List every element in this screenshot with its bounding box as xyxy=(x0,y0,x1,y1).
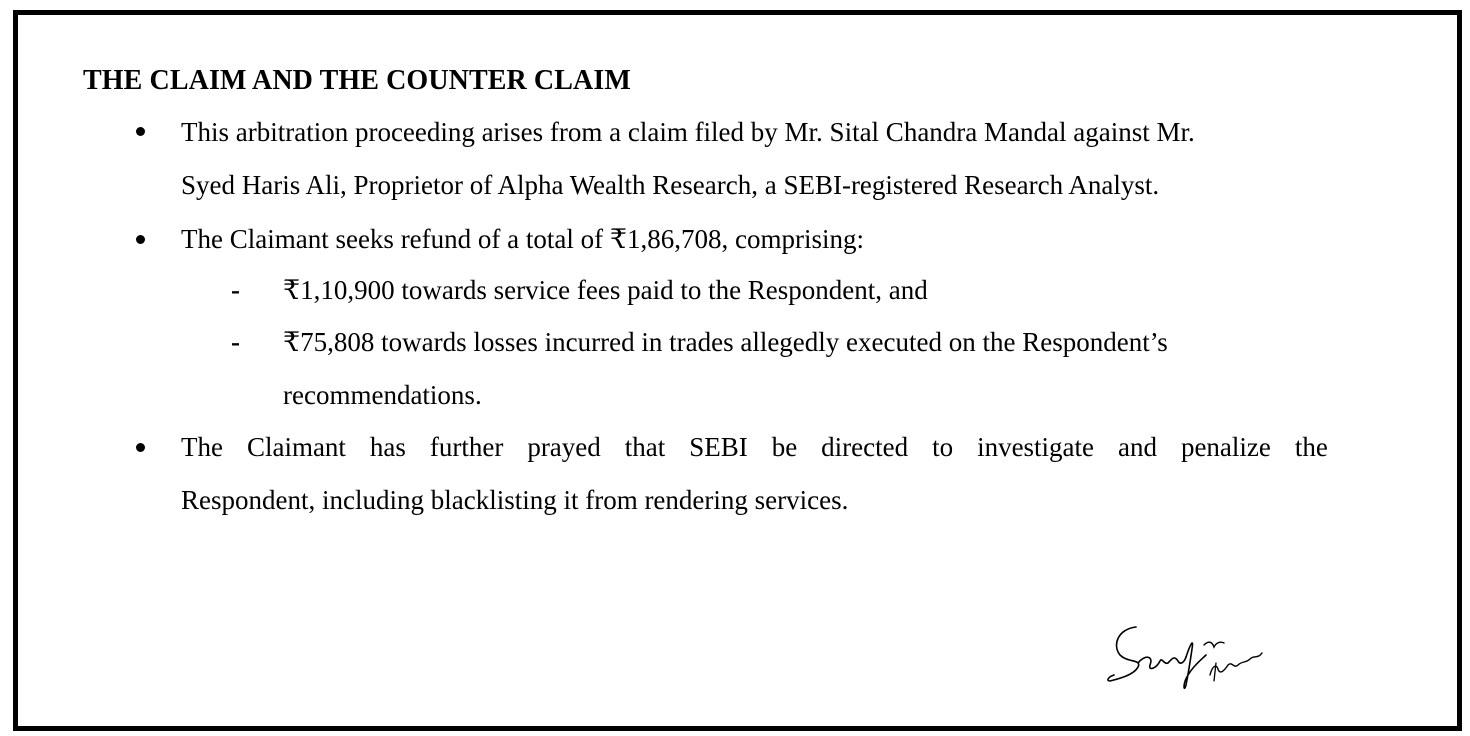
bullet-marker xyxy=(136,443,145,452)
bullet-marker xyxy=(136,127,145,136)
word: be xyxy=(771,432,798,462)
bullet-1-line-2: Syed Haris Ali, Proprietor of Alpha Wealth Research, a SEBI-registered Research Analyst. xyxy=(181,170,1160,200)
word: the xyxy=(1294,432,1328,462)
bullet-3-line-1 xyxy=(181,431,1328,463)
word: to xyxy=(932,432,954,462)
word: further xyxy=(429,432,504,462)
word: and xyxy=(1118,432,1157,462)
word: investigate xyxy=(977,432,1095,462)
document-page xyxy=(13,10,1462,731)
sub-item-1-line-1: ₹1,10,900 towards service fees paid to the Respondent, and xyxy=(283,275,928,305)
document-body xyxy=(18,15,1457,726)
bullet-3-line-2: Respondent, including blacklisting it from rendering services. xyxy=(181,485,849,515)
word: penalize xyxy=(1180,432,1271,462)
word: The xyxy=(181,432,223,462)
section-heading: THE CLAIM AND THE COUNTER CLAIM xyxy=(83,65,631,96)
bullet-2-line-1: The Claimant seeks refund of a total of ₹1,86,708, comprising: xyxy=(181,224,865,254)
word: directed xyxy=(821,432,909,462)
bullet-1-line-1: This arbitration proceeding arises from a claim filed by Mr. Sital Chandra Mandal against Mr. xyxy=(181,117,1195,147)
word: Claimant xyxy=(246,432,346,462)
sub-item-2-line-2: recommendations. xyxy=(283,380,482,410)
handwritten-signature xyxy=(1098,615,1298,695)
word: prayed xyxy=(527,432,601,462)
word: that xyxy=(624,432,666,462)
sub-item-marker: - xyxy=(231,275,240,305)
word: has xyxy=(369,432,406,462)
sub-item-marker: - xyxy=(231,327,240,357)
sub-item-2-line-1: ₹75,808 towards losses incurred in trades allegedly executed on the Respondent’s xyxy=(283,327,1168,357)
bullet-marker xyxy=(136,235,145,244)
word: SEBI xyxy=(689,432,748,462)
